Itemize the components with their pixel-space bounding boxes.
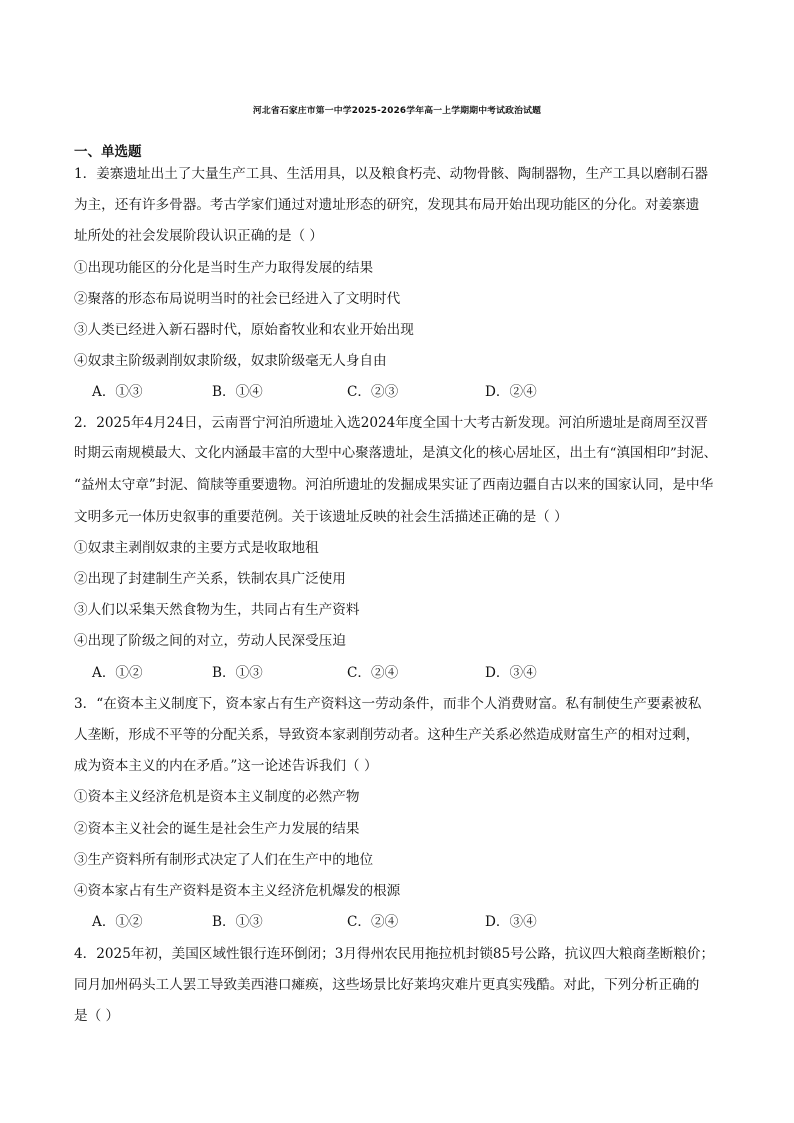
question-1-stem-line-3: 址所处的社会发展阶段认识正确的是（ ） (74, 228, 324, 244)
question-1-stem-line-1: 1．姜寨遗址出土了大量生产工具、生活用具，以及粮食朽壳、动物骨骸、陶制器物，生产工具以磨制石器 (74, 166, 708, 182)
question-2-stem-line-3: “益州太守章”封泥、简牍等重要遗物。河泊所遗址的发掘成果实证了西南边疆自古以来的国家认同，是中华 (74, 477, 714, 493)
section-heading: 一、单选题 (74, 144, 142, 160)
question-2-item-2: ②出现了封建制生产关系，铁制农具广泛使用 (74, 571, 346, 587)
question-3-item-4: ④资本家占有生产资料是资本主义经济危机爆发的根源 (74, 883, 401, 899)
question-3-stem-line-1: 3．“在资本主义制度下，资本家占有生产资料这一劳动条件，而非个人消费财富。私有制使生产要素被私 (74, 696, 702, 712)
question-2-item-1: ①奴隶主剥削奴隶的主要方式是收取地租 (74, 540, 319, 556)
question-1-option-b[interactable]: B．①④ (212, 384, 263, 400)
question-1-option-d[interactable]: D．②④ (485, 384, 537, 400)
question-2-stem-line-1: 2．2025年4月24日，云南晋宁河泊所遗址入选2024年度全国十大考古新发现。河泊所遗址是商周至汉晋 (74, 415, 708, 431)
question-2-stem-line-2: 时期云南规模最大、文化内涵最丰富的大型中心聚落遗址，是滇文化的核心居址区，出土有“滇国相印”封泥、 (74, 446, 718, 461)
question-2-option-d[interactable]: D．③④ (485, 665, 537, 681)
question-2-option-a[interactable]: A．①② (92, 665, 143, 681)
question-1-item-1: ①出现功能区的分化是当时生产力取得发展的结果 (74, 260, 374, 276)
question-4-stem-line-1: 4．2025年初，美国区域性银行连环倒闭；3月得州农民用拖拉机封锁85号公路，抗议四大粮商垄断粮价； (74, 946, 715, 962)
page-title: 河北省石家庄市第一中学2025-2026学年高一上学期期中考试政治试题 (252, 106, 542, 116)
question-2-item-3: ③人们以采集天然食物为生，共同占有生产资料 (74, 602, 360, 618)
question-3-option-c[interactable]: C．②④ (347, 914, 399, 930)
question-1-item-3: ③人类已经进入新石器时代，原始畜牧业和农业开始出现 (74, 322, 414, 338)
question-1-item-2: ②聚落的形态布局说明当时的社会已经进入了文明时代 (74, 291, 401, 307)
question-2-option-c[interactable]: C．②④ (347, 665, 399, 681)
question-4-stem-line-2: 同月加州码头工人罢工导致美西港口瘫痪，这些场景比好莱坞灾难片更真实残酷。对此，下列分析正确的 (74, 977, 700, 993)
question-4-stem-line-3: 是（ ） (74, 1008, 120, 1024)
question-2-item-4: ④出现了阶级之间的对立，劳动人民深受压迫 (74, 633, 346, 649)
question-1-option-c[interactable]: C．②③ (347, 384, 399, 400)
question-2-option-b[interactable]: B．①③ (212, 665, 263, 681)
question-1-item-4: ④奴隶主阶级剥削奴隶阶级，奴隶阶级毫无人身自由 (74, 353, 387, 369)
question-3-item-1: ①资本主义经济危机是资本主义制度的必然产物 (74, 789, 360, 805)
question-3-option-a[interactable]: A．①② (92, 914, 143, 930)
question-3-option-d[interactable]: D．③④ (485, 914, 537, 930)
question-1-stem-line-2: 为主，还有许多骨器。考古学家们通过对遗址形态的研究，发现其布局开始出现功能区的分化。对姜寨遗 (74, 197, 700, 213)
question-3-item-3: ③生产资料所有制形式决定了人们在生产中的地位 (74, 852, 374, 868)
question-2-stem-line-4: 文明多元一体历史叙事的重要范例。关于该遗址反映的社会生活描述正确的是（ ） (74, 509, 568, 525)
question-3-stem-line-2: 人垄断，形成不平等的分配关系，导致资本家剥削劳动者。这种生产关系必然造成财富生产的相对过剩， (74, 727, 700, 743)
question-1-option-a[interactable]: A．①③ (92, 384, 143, 400)
question-3-option-b[interactable]: B．①③ (212, 914, 263, 930)
question-3-stem-line-3: 成为资本主义的内在矛盾。”这一论述告诉我们（ ） (74, 758, 378, 774)
question-3-item-2: ②资本主义社会的诞生是社会生产力发展的结果 (74, 821, 360, 837)
